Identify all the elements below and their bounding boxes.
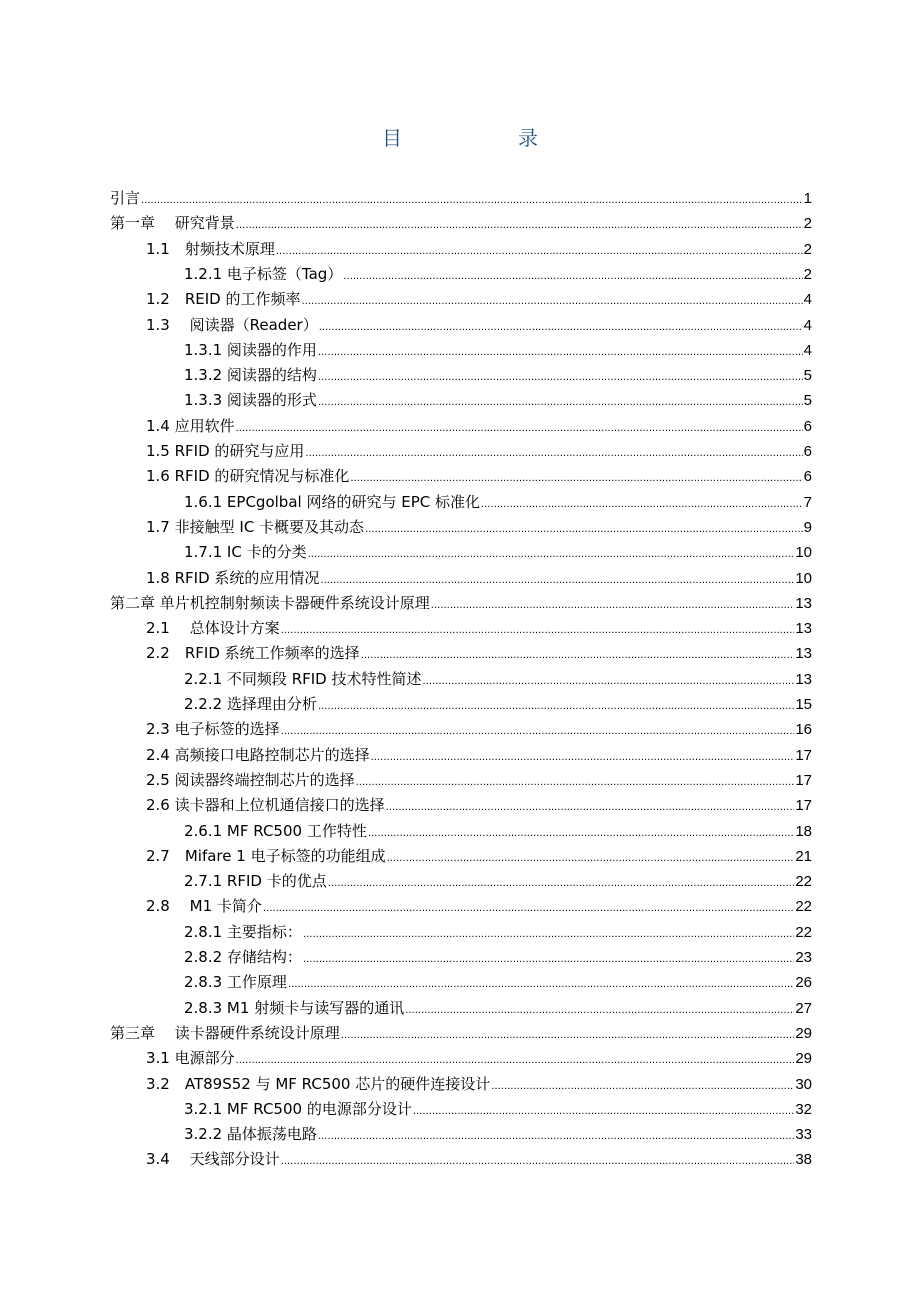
toc-entry-page: 22 — [795, 923, 812, 941]
toc-entry-page: 29 — [795, 1024, 812, 1042]
toc-entry[interactable] — [146, 515, 812, 539]
toc-entry[interactable] — [146, 1072, 812, 1096]
toc-entry[interactable] — [184, 667, 812, 691]
toc-entry-title: 3.4 天线部分设计 — [146, 1150, 280, 1169]
toc-leader-dots — [356, 771, 795, 795]
toc-entry-title: 2.6.1 MF RC500 工作特性 — [184, 821, 367, 840]
toc-entry[interactable] — [184, 996, 812, 1020]
toc-leader-dots — [320, 569, 794, 593]
toc-entry-title: 1.7.1 IC 卡的分类 — [184, 543, 307, 562]
toc-entry-page: 16 — [795, 721, 812, 739]
toc-entry-title: 2.7.1 RFID 卡的优点 — [184, 872, 327, 891]
toc-entry-page: 4 — [803, 341, 812, 359]
toc-entry[interactable] — [110, 1021, 812, 1045]
toc-entry[interactable] — [184, 819, 812, 843]
toc-entry-page: 22 — [795, 873, 812, 891]
toc-entry-page: 13 — [795, 594, 812, 612]
toc-entry[interactable] — [184, 1097, 812, 1121]
toc-entry-title: 3.1 电源部分 — [146, 1049, 235, 1068]
toc-leader-dots — [365, 518, 803, 542]
toc-leader-dots — [386, 796, 795, 820]
toc-leader-dots — [276, 240, 803, 264]
toc-leader-dots — [302, 290, 803, 314]
toc-entry-title: 第二章 单片机控制射频读卡器硬件系统设计原理 — [110, 593, 430, 612]
toc-leader-dots — [318, 1125, 794, 1149]
toc-entry-title: 2.4 高频接口电路控制芯片的选择 — [146, 745, 370, 764]
toc-entry-title: 1.2.1 电子标签（Tag） — [184, 264, 343, 283]
toc-entry-title: 1.4 应用软件 — [146, 416, 235, 435]
toc-leader-dots — [413, 1100, 794, 1124]
toc-entry[interactable] — [184, 920, 812, 944]
toc-entry-title: 1.7 非接触型 IC 卡概要及其动态 — [146, 517, 365, 536]
toc-entry-title: 1.5 RFID 的研究与应用 — [146, 442, 305, 460]
toc-leader-dots — [318, 341, 803, 365]
toc-leader-dots — [423, 670, 795, 694]
toc-entry-page: 6 — [803, 443, 812, 460]
toc-leader-dots — [328, 872, 795, 896]
toc-leader-dots — [371, 746, 795, 770]
toc-entry[interactable] — [184, 540, 812, 564]
toc-entry-page: 10 — [795, 544, 812, 562]
toc-entry-page: 1 — [803, 190, 812, 207]
toc-entry-title: 1.3.3 阅读器的形式 — [184, 391, 317, 410]
toc-leader-dots — [141, 189, 803, 213]
toc-entry-page: 6 — [803, 417, 812, 435]
toc-entry-page: 4 — [803, 291, 812, 309]
toc-leader-dots — [281, 619, 795, 643]
toc-entry[interactable] — [184, 692, 812, 716]
toc-leader-dots — [281, 1150, 795, 1174]
toc-leader-dots — [318, 695, 794, 719]
toc-entry-title: 1.6.1 EPCgolbal 网络的研究与 EPC 标准化 — [184, 492, 480, 511]
toc-entry[interactable] — [110, 211, 812, 235]
toc-entry-title: 2.7 Mifare 1 电子标签的功能组成 — [146, 846, 386, 865]
toc-entry[interactable] — [184, 945, 812, 969]
toc-leader-dots — [305, 442, 802, 466]
toc-entry[interactable] — [184, 388, 812, 412]
toc-entry-title: 1.3 阅读器（Reader） — [146, 315, 318, 334]
toc-entry-title: 1.8 RFID 系统的应用情况 — [146, 568, 320, 587]
toc-entry-page: 26 — [795, 974, 812, 992]
toc-entry-page: 9 — [803, 518, 812, 536]
toc-entry-page: 30 — [795, 1075, 812, 1093]
toc-entry-title: 2.8.3 工作原理 — [184, 973, 287, 992]
toc-entry[interactable] — [146, 793, 812, 817]
toc-entry[interactable] — [184, 869, 812, 893]
toc-entry-title: 1.2 REID 的工作频率 — [146, 290, 301, 309]
toc-entry[interactable] — [146, 566, 812, 590]
toc-entry-page: 7 — [803, 493, 812, 511]
toc-entry-page: 6 — [803, 468, 812, 486]
toc-entry[interactable] — [146, 894, 812, 918]
toc-entry[interactable] — [184, 970, 812, 994]
toc-entry-title: 1.3.1 阅读器的作用 — [184, 340, 317, 359]
toc-entry[interactable] — [146, 313, 812, 337]
toc-entry-page: 13 — [795, 670, 812, 688]
page-title: 目 录 — [382, 126, 586, 150]
toc-entry-page: 13 — [795, 620, 812, 638]
toc-leader-dots — [368, 822, 794, 846]
toc-entry[interactable] — [110, 591, 812, 615]
toc-leader-dots — [341, 1024, 795, 1048]
toc-leader-dots — [318, 366, 803, 390]
toc-entry-page: 5 — [803, 392, 812, 410]
toc-entry-title: 3.2.2 晶体振荡电路 — [184, 1125, 317, 1144]
toc-entry-page: 22 — [795, 898, 812, 916]
toc-entry-page: 2 — [803, 240, 812, 258]
toc-entry[interactable] — [146, 287, 812, 311]
toc-leader-dots — [350, 467, 802, 491]
toc-entry-title: 第一章 研究背景 — [110, 214, 235, 233]
toc-entry[interactable] — [146, 237, 812, 261]
toc-entry-title: 2.3 电子标签的选择 — [146, 720, 280, 739]
toc-entry-page: 17 — [795, 771, 812, 789]
toc-entry[interactable] — [146, 1147, 812, 1171]
toc-entry-title: 1.1 射频技术原理 — [146, 239, 275, 258]
toc-entry[interactable] — [146, 616, 812, 640]
toc-entry-title: 2.8 M1 卡简介 — [146, 897, 262, 916]
toc-entry[interactable] — [184, 338, 812, 362]
toc-entry-title: 2.5 阅读器终端控制芯片的选择 — [146, 770, 355, 789]
toc-entry-page: 38 — [795, 1151, 812, 1169]
toc-leader-dots — [303, 923, 794, 947]
toc-entry[interactable] — [184, 363, 812, 387]
toc-entry[interactable] — [184, 490, 812, 514]
toc-entry-page: 17 — [795, 797, 812, 815]
toc-entry[interactable] — [184, 1122, 812, 1146]
toc-leader-dots — [481, 493, 803, 517]
toc-entry-title: 3.2 AT89S52 与 MF RC500 芯片的硬件连接设计 — [146, 1074, 491, 1093]
toc-entry-title: 2.2.2 选择理由分析 — [184, 695, 317, 713]
toc-leader-dots — [236, 214, 803, 238]
toc-entry[interactable] — [146, 439, 812, 463]
toc-leader-dots — [308, 543, 795, 567]
toc-entry-title: 1.6 RFID 的研究情况与标准化 — [146, 467, 350, 486]
toc-entry-page: 27 — [795, 999, 812, 1017]
toc-entry-page: 29 — [795, 1050, 812, 1068]
toc-entry[interactable] — [146, 768, 812, 792]
toc-entry-page: 10 — [795, 569, 812, 587]
toc-leader-dots — [319, 316, 803, 340]
toc-entry[interactable] — [146, 464, 812, 488]
toc-entry-page: 15 — [795, 696, 812, 713]
toc-leader-dots — [361, 644, 795, 668]
toc-entry[interactable] — [146, 844, 812, 868]
toc-leader-dots — [303, 948, 794, 972]
toc-entry[interactable] — [184, 262, 812, 286]
toc-entry[interactable] — [146, 1046, 812, 1070]
toc-leader-dots — [491, 1075, 794, 1099]
toc-entry[interactable] — [146, 717, 812, 741]
toc-leader-dots — [288, 973, 794, 997]
toc-entry-title: 2.8.2 存储结构： — [184, 948, 302, 966]
toc-entry-page: 33 — [795, 1126, 812, 1144]
toc-entry-title: 第三章 读卡器硬件系统设计原理 — [110, 1023, 340, 1042]
toc-entry-page: 21 — [795, 847, 812, 865]
toc-entry-page: 23 — [795, 949, 812, 966]
toc-entry-title: 引言 — [110, 189, 141, 207]
toc-entry-title: 2.1 总体设计方案 — [146, 619, 280, 638]
toc-leader-dots — [236, 1049, 795, 1073]
toc-leader-dots — [431, 594, 795, 618]
toc-leader-dots — [318, 391, 803, 415]
toc-entry-title: 1.3.2 阅读器的结构 — [184, 366, 317, 385]
toc-entry-title: 2.2.1 不同频段 RFID 技术特性简述 — [184, 669, 422, 688]
toc-entry-page: 17 — [795, 746, 812, 764]
toc-entry-page: 5 — [803, 367, 812, 385]
toc-leader-dots — [281, 720, 795, 744]
toc-leader-dots — [343, 265, 802, 289]
toc-entry-page: 18 — [795, 822, 812, 840]
toc-entry-title: 2.8.1 主要指标： — [184, 922, 302, 941]
toc-entry[interactable] — [110, 186, 812, 210]
toc-entry[interactable] — [146, 414, 812, 438]
toc-entry-page: 32 — [795, 1100, 812, 1118]
toc-entry-page: 4 — [803, 316, 812, 334]
toc-entry-title: 3.2.1 MF RC500 的电源部分设计 — [184, 1099, 412, 1118]
toc-entry[interactable] — [146, 641, 812, 665]
toc-leader-dots — [236, 417, 803, 441]
toc-entry-page: 13 — [795, 645, 812, 663]
toc-entry-page: 2 — [803, 215, 812, 233]
toc-entry[interactable] — [146, 743, 812, 767]
toc-entry-title: 2.8.3 M1 射频卡与读写器的通讯 — [184, 998, 405, 1017]
toc-entry-title: 2.6 读卡器和上位机通信接口的选择 — [146, 796, 385, 815]
toc-entry-page: 2 — [803, 265, 812, 283]
toc-leader-dots — [263, 897, 794, 921]
toc-leader-dots — [405, 999, 794, 1023]
toc-entry-title: 2.2 RFID 系统工作频率的选择 — [146, 644, 360, 663]
toc-leader-dots — [387, 847, 795, 871]
